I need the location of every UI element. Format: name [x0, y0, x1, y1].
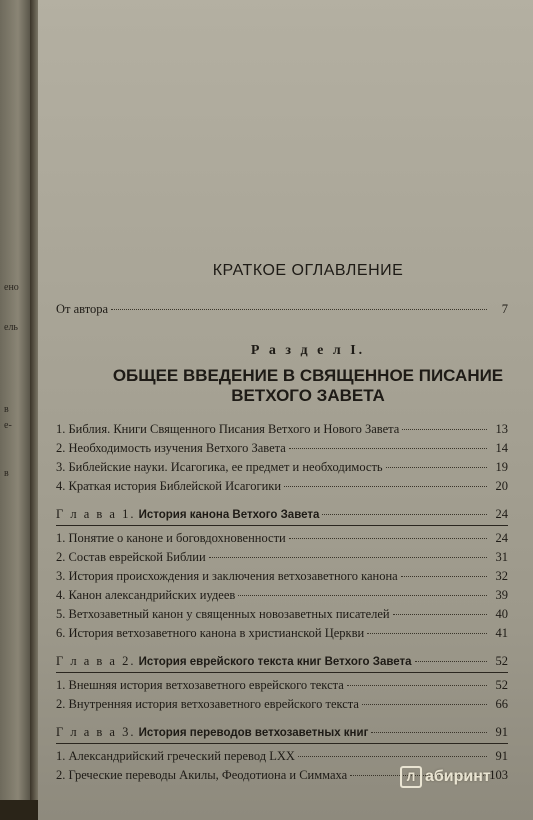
watermark-logo [400, 766, 520, 790]
chapter-label: Г л а в а 1. [56, 507, 136, 521]
chapter-rule [56, 672, 508, 673]
book-gutter [30, 0, 38, 800]
toc-entry-text: 1. Александрийский греческий перевод LXX [56, 749, 295, 763]
toc-entry-text: 2. Необходимость изучения Ветхого Завета [56, 441, 286, 455]
chapter-rule [56, 743, 508, 744]
toc-page-number: 20 [495, 479, 508, 493]
toc-entry-text: 1. Библия. Книги Священного Писания Ветхого и Нового Завета [56, 422, 400, 436]
dot-leader [402, 429, 487, 430]
watermark-text: абиринт [425, 768, 491, 785]
book-page [38, 0, 533, 820]
section-title-line: ОБЩЕЕ ВВЕДЕНИЕ В СВЯЩЕННОЕ ПИСАНИЕ [112, 366, 504, 385]
toc-entry-text: 2. Греческие переводы Акилы, Феодотиона и Симмаха [56, 768, 348, 782]
toc-entry [56, 441, 508, 456]
toc-entry [56, 422, 508, 437]
chapter-rule [56, 525, 508, 526]
toc-entry-text: 5. Ветхозаветный канон у священных новозаветных писателей [56, 607, 390, 621]
toc-entry-text: 3. Библейские науки. Исагогика, ее предмет и необходимость [56, 460, 383, 474]
dot-leader [415, 661, 487, 662]
toc-entry [56, 678, 508, 693]
toc-page-number: 52 [495, 654, 508, 668]
left-page-fragment: е- [4, 420, 12, 431]
dot-leader [284, 486, 487, 487]
toc-page-number: 52 [495, 678, 508, 692]
dot-leader [209, 557, 487, 558]
dot-leader [362, 704, 487, 705]
dot-leader [401, 576, 487, 577]
chapter-heading [56, 654, 508, 669]
toc-page-number: 66 [495, 697, 508, 711]
logo-mark-icon: Л [400, 766, 422, 788]
dot-leader [371, 732, 487, 733]
toc-page-number: 24 [495, 507, 508, 521]
toc-entry [56, 588, 508, 603]
toc-entry [56, 569, 508, 584]
chapter-title: История канона Ветхого Завета [138, 509, 320, 521]
section-title [98, 366, 518, 406]
toc-entry [56, 749, 508, 764]
toc-entry [56, 531, 508, 546]
chapter-title: История еврейского текста книг Ветхого Завета [138, 656, 412, 668]
toc-entry-text: 1. Понятие о каноне и боговдохновенности [56, 531, 286, 545]
chapter-label: Г л а в а 2. [56, 654, 136, 668]
dot-leader [367, 633, 487, 634]
toc-page-number: 39 [495, 588, 508, 602]
toc-page-number: 31 [495, 550, 508, 564]
toc-entry-text: 2. Состав еврейской Библии [56, 550, 206, 564]
toc-title: КРАТКОЕ ОГЛАВЛЕНИЕ [212, 262, 404, 279]
left-page-fragment: ель [4, 322, 18, 333]
toc-entry-text: 1. Внешняя история ветхозаветного еврейского текста [56, 678, 344, 692]
toc-page-number: 91 [495, 749, 508, 763]
left-page-fragment: в [4, 404, 9, 415]
toc-page-number: 13 [495, 422, 508, 436]
toc-entry [56, 479, 508, 494]
dot-leader [111, 309, 487, 310]
toc-page-number: 24 [495, 531, 508, 545]
dot-leader [347, 685, 487, 686]
chapter-title: История переводов ветхозаветных книг [138, 727, 369, 739]
dot-leader [298, 756, 487, 757]
toc-entry-text: 4. Канон александрийских иудеев [56, 588, 236, 602]
toc-page-number: 32 [495, 569, 508, 583]
dot-leader [289, 538, 487, 539]
toc-page-number: 41 [495, 626, 508, 640]
toc-entry [56, 626, 508, 641]
toc-entry-intro [56, 302, 508, 317]
toc-page-number: 103 [489, 768, 508, 782]
left-page-edge [0, 0, 30, 800]
toc-entry-text: От автора [56, 302, 109, 316]
toc-entry [56, 460, 508, 475]
toc-entry-text: 4. Краткая история Библейской Исагогики [56, 479, 282, 493]
dot-leader [238, 595, 487, 596]
toc-entry-text: 6. История ветхозаветного канона в христианской Церкви [56, 626, 365, 640]
toc-page-number: 91 [495, 725, 508, 739]
section-title-line: ВЕТХОГО ЗАВЕТА [231, 386, 385, 405]
toc-page-number: 40 [495, 607, 508, 621]
dot-leader [386, 467, 487, 468]
toc-page-number: 19 [495, 460, 508, 474]
toc-entry-text: 3. История происхождения и заключения ветхозаветного канона [56, 569, 398, 583]
toc-entry-text: 2. Внутренняя история ветхозаветного еврейского текста [56, 697, 359, 711]
dot-leader [322, 514, 487, 515]
section-label: Р а з д е л I. [250, 343, 366, 358]
chapter-heading [56, 507, 508, 522]
chapter-label: Г л а в а 3. [56, 725, 136, 739]
toc-entry [56, 607, 508, 622]
toc-page-number: 7 [501, 302, 508, 316]
left-page-fragment: ено [4, 282, 19, 293]
left-page-fragment: в [4, 468, 9, 479]
toc-entry [56, 550, 508, 565]
dot-leader [289, 448, 487, 449]
toc-page-number: 14 [495, 441, 508, 455]
chapter-heading [56, 725, 508, 740]
dot-leader [393, 614, 487, 615]
toc-entry [56, 697, 508, 712]
